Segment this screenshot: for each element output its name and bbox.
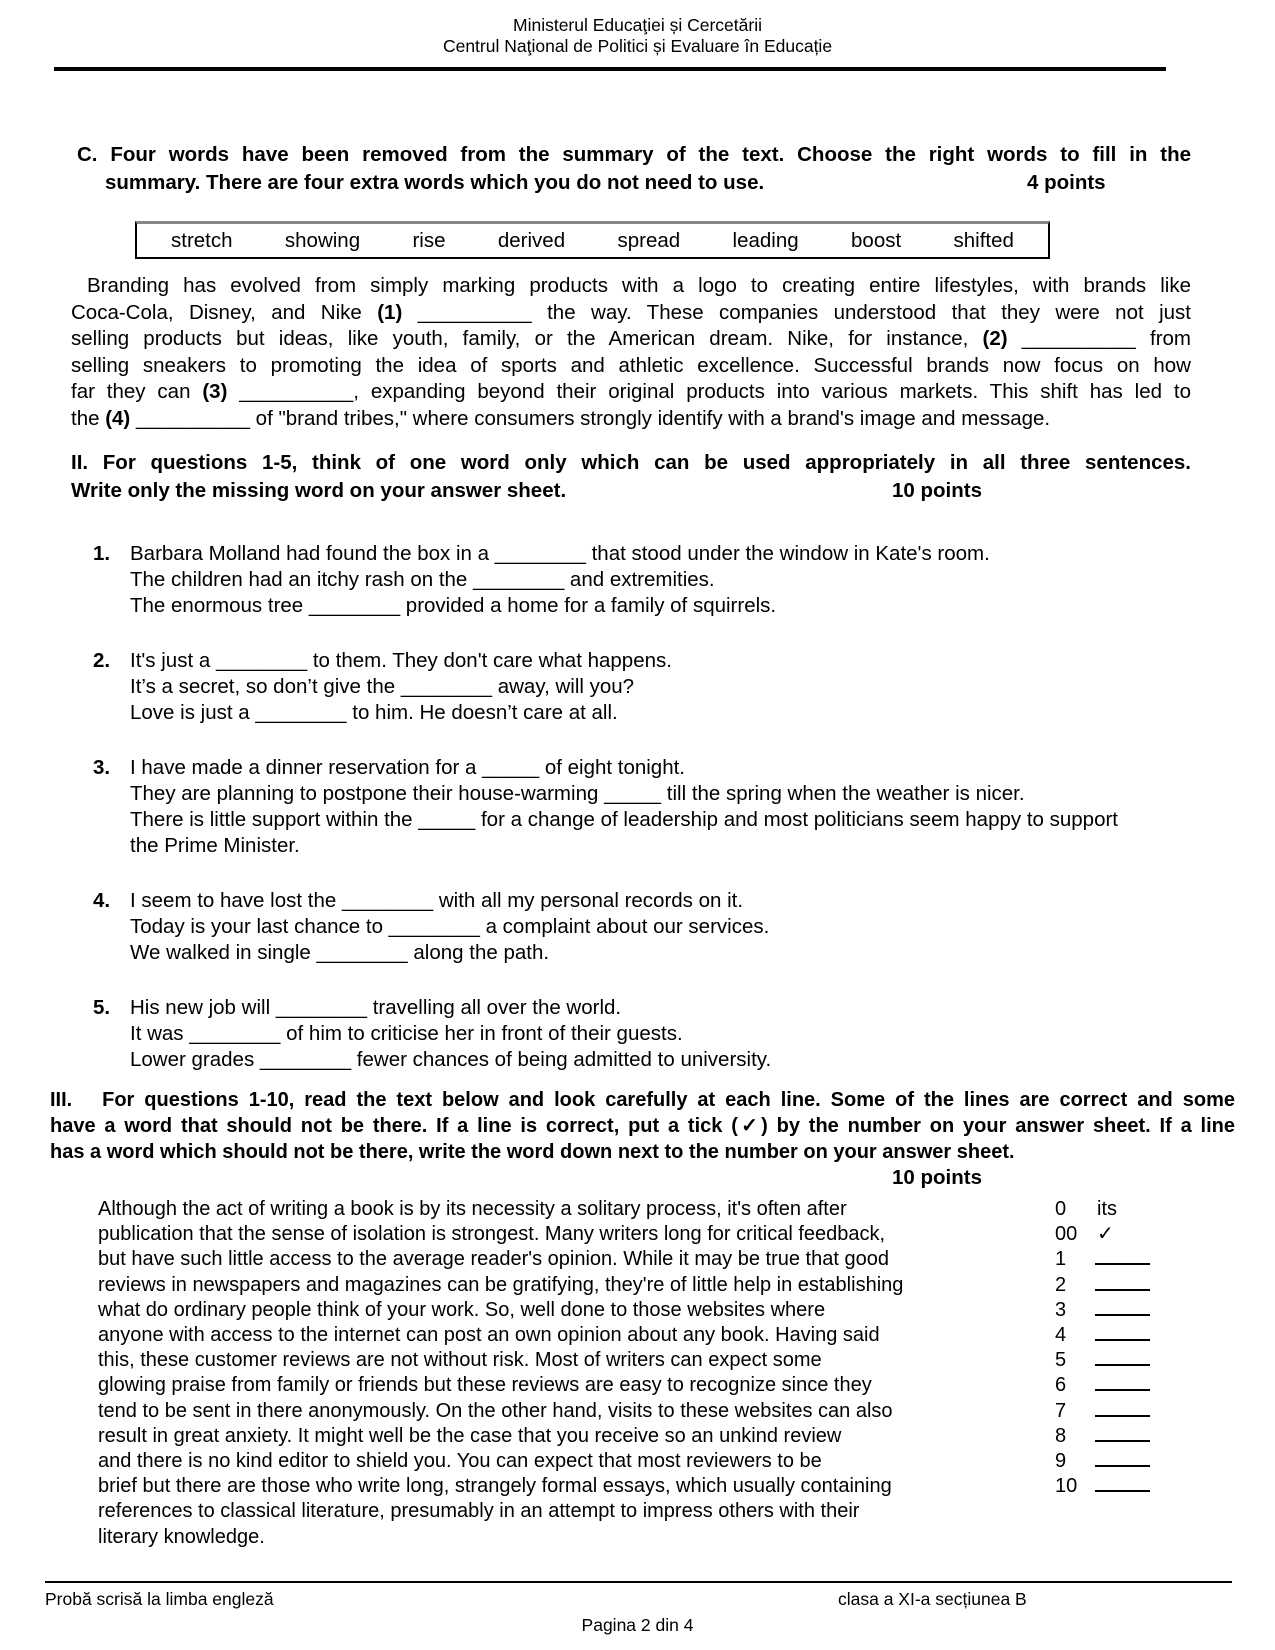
line-text: Although the act of writing a book is by its necessity a solitary process, it's often after: [98, 1198, 847, 1220]
ministry-title: Ministerul Educaţiei și Cercetării: [513, 15, 762, 35]
line-text: references to classical literature, presumably in an attempt to impress others with their: [98, 1500, 860, 1523]
section-iii: [50, 1087, 1235, 1550]
footer-exam-name: Probă scrisă la limba engleză: [45, 1589, 274, 1609]
answer-blank: [1095, 1450, 1150, 1467]
proofreading-line: [50, 1298, 1235, 1323]
word-bank-item: rise: [412, 228, 446, 252]
line-number: 7: [1055, 1399, 1067, 1422]
section-ii-heading-line1: II. For questions 1-5, think of one word only which can be used appropriately in all three sentences.: [71, 451, 1191, 474]
section-ii-heading: [71, 449, 1191, 504]
paragraph-segment: the: [71, 406, 106, 430]
paragraph-line: [71, 353, 1191, 380]
paragraph-segment: Coca-Cola, Disney, and Nike: [71, 300, 378, 324]
section-ii-points: 10 points: [892, 478, 982, 502]
question-sentence: Barbara Molland had found the box in a ________ that stood under the window in Kate's room.: [130, 542, 990, 565]
paragraph-segment: __________ the way. These companies understood that they were not just: [402, 300, 1191, 324]
question-number: 5.: [93, 996, 111, 1019]
section-iii-heading: [50, 1087, 1235, 1165]
word-bank-item: spread: [617, 228, 681, 252]
answer-blank: [1095, 1400, 1150, 1417]
question-sentence: It’s a secret, so don’t give the ________ away, will you?: [130, 675, 635, 698]
section-c-heading-line2: [71, 169, 1191, 197]
answer-blank: [1095, 1425, 1150, 1442]
question-item: [71, 755, 1191, 859]
paragraph-line: [71, 300, 1191, 327]
answer-blank: [1095, 1324, 1150, 1341]
question-sentences: [130, 995, 1130, 1073]
paragraph-line: [71, 406, 1191, 433]
section-c-heading-line2-text: summary. There are four extra words which you do not need to use.: [105, 170, 765, 194]
footer-rule: [45, 1581, 1232, 1583]
line-number: 3: [1055, 1298, 1067, 1321]
question-item: [71, 995, 1191, 1073]
question-sentence: His new job will ________ travelling all over the world.: [130, 996, 622, 1019]
proofreading-line: [50, 1273, 1235, 1298]
line-text: literary knowledge.: [98, 1525, 265, 1548]
line-text: what do ordinary people think of your work. So, well done to those websites where: [98, 1298, 826, 1321]
question-sentence: Today is your last chance to ________ a complaint about our services.: [130, 915, 770, 938]
tick-mark: ✓: [1097, 1223, 1114, 1246]
proofreading-line: [50, 1348, 1235, 1373]
line-number: 00: [1055, 1223, 1078, 1246]
word-bank-item: derived: [497, 228, 566, 252]
section-iii-heading-line3: has a word which should not be there, write the word down next to the number on your answer sheet.: [50, 1141, 1015, 1163]
line-number: 5: [1055, 1349, 1067, 1372]
blank-number: (3): [202, 380, 228, 403]
line-text: glowing praise from family or friends but these reviews are easy to recognize since they: [98, 1374, 872, 1397]
line-number: 10: [1055, 1475, 1078, 1498]
question-sentence: Love is just a ________ to him. He doesn’t care at all.: [130, 701, 618, 724]
question-item: [71, 541, 1191, 619]
line-text: result in great anxiety. It might well be the case that you receive so an unkind review: [98, 1424, 842, 1447]
proofreading-line: [50, 1373, 1235, 1398]
section-c: [71, 141, 1191, 432]
paragraph-segment: __________ of "brand tribes," where consumers strongly identify with a brand's image and message.: [130, 406, 1051, 430]
paragraph-line: [71, 326, 1191, 353]
header-rule: [54, 67, 1166, 71]
question-sentence: I have made a dinner reservation for a _____ of eight tonight.: [130, 756, 686, 779]
question-number: 4.: [93, 889, 111, 912]
word-bank-item: boost: [851, 228, 902, 252]
line-text: reviews in newspapers and magazines can be gratifying, they're of little help in establishing: [98, 1273, 904, 1296]
question-sentence: Lower grades ________ fewer chances of being admitted to university.: [130, 1048, 772, 1071]
blank-number: (4): [105, 406, 131, 430]
paragraph-segment: Branding has evolved from simply marking products with a logo to creating entire lifestyles, with brands like: [87, 274, 1191, 297]
question-sentences: [130, 755, 1130, 859]
question-number: 1.: [93, 542, 111, 565]
line-text: this, these customer reviews are not without risk. Most of writers can expect some: [98, 1349, 822, 1372]
blank-number: (1): [377, 300, 403, 324]
question-sentence: There is little support within the _____ for a change of leadership and most politicians seem happy to support the Prime Minister.: [130, 808, 1118, 857]
word-bank-item: stretch: [171, 228, 233, 252]
footer-page-number: Pagina 2 din 4: [581, 1615, 694, 1635]
word-bank-item: shifted: [953, 228, 1014, 252]
proofreading-line: [50, 1525, 1235, 1550]
answer-blank: [1095, 1349, 1150, 1366]
section-ii: [71, 449, 1191, 1073]
line-number: 1: [1055, 1248, 1067, 1271]
word-bank-item: showing: [284, 228, 361, 252]
question-sentence: It was ________ of him to criticise her in front of their guests.: [130, 1022, 683, 1045]
question-sentence: The enormous tree ________ provided a home for a family of squirrels.: [130, 594, 777, 617]
proofreading-line: [50, 1247, 1235, 1272]
summary-paragraph: [71, 273, 1191, 432]
word-bank-item: leading: [732, 228, 799, 252]
section-iii-points: 10 points: [892, 1166, 982, 1189]
word-bank-box: [135, 221, 1050, 259]
answer-blank: [1095, 1274, 1150, 1291]
line-number: 8: [1055, 1424, 1067, 1447]
proofreading-text: [50, 1197, 1235, 1550]
line-text: but have such little access to the average reader's opinion. While it may be true that good: [98, 1248, 889, 1271]
proofreading-line: [50, 1499, 1235, 1524]
proofreading-line: [50, 1197, 1235, 1222]
proofreading-line: [50, 1399, 1235, 1424]
paragraph-line: [71, 273, 1191, 300]
answer-blank: [1095, 1299, 1150, 1316]
question-number: 2.: [93, 649, 111, 672]
line-text: brief but there are those who write long, strangely formal essays, which usually containing: [98, 1475, 892, 1498]
paragraph-segment: __________ from: [1007, 327, 1191, 350]
answer-blank: [1095, 1248, 1150, 1265]
question-sentence: We walked in single ________ along the path.: [130, 941, 550, 964]
paragraph-segment: selling sneakers to promoting the idea of sports and athletic excellence. Successful brands now focus on how: [71, 353, 1191, 377]
line-text: publication that the sense of isolation is strongest. Many writers long for critical feedback,: [98, 1223, 886, 1246]
proofreading-line: [50, 1222, 1235, 1247]
section-iii-heading-line1: III. For questions 1-10, read the text below and look carefully at each line. Some of the lines are correct and some: [50, 1089, 1235, 1111]
section-ii-heading-line2-text: Write only the missing word on your answer sheet.: [71, 478, 567, 502]
document-header: [0, 0, 1275, 57]
center-title: Centrul Naţional de Politici și Evaluare în Educație: [442, 36, 833, 56]
section-c-heading-line1: C. Four words have been removed from the summary of the text. Choose the right words to fill in the: [77, 143, 1191, 166]
proofreading-line: [50, 1474, 1235, 1499]
paragraph-line: [71, 379, 1191, 406]
paragraph-segment: far they can: [71, 380, 203, 403]
blank-number: (2): [982, 327, 1008, 350]
question-sentence: They are planning to postpone their house-warming _____ till the spring when the weather is nicer.: [130, 782, 1025, 805]
question-sentences: [130, 541, 1130, 619]
question-item: [71, 648, 1191, 726]
answer-blank: [1095, 1475, 1150, 1492]
section-ii-heading-line2: [71, 477, 1191, 505]
paragraph-segment: selling products but ideas, like youth, family, or the American dream. Nike, for instance,: [71, 327, 983, 350]
line-text: tend to be sent in there anonymously. On the other hand, visits to these websites can also: [98, 1399, 893, 1422]
line-text: and there is no kind editor to shield you. You can expect that most reviewers to be: [98, 1450, 822, 1473]
question-sentence: The children had an itchy rash on the ________ and extremities.: [130, 568, 715, 591]
question-sentence: I seem to have lost the ________ with all my personal records on it.: [130, 889, 744, 912]
answer-blank: [1095, 1374, 1150, 1391]
paragraph-segment: __________, expanding beyond their original products into various markets. This shift has led to: [227, 380, 1191, 403]
example-answer: its: [1097, 1198, 1117, 1220]
question-sentence: It's just a ________ to them. They don't care what happens.: [130, 649, 672, 672]
section-iii-heading-line2: have a word that should not be there. If a line is correct, put a tick (✓) by the number on your answer sheet. If a line: [50, 1115, 1235, 1137]
question-sentences: [130, 888, 1130, 966]
section-c-points: 4 points: [1027, 170, 1106, 194]
line-text: anyone with access to the internet can post an own opinion about any book. Having said: [98, 1324, 880, 1347]
section-c-heading: [71, 141, 1191, 196]
proofreading-line: [50, 1424, 1235, 1449]
line-number: 2: [1055, 1273, 1067, 1296]
question-item: [71, 888, 1191, 966]
questions-list: [71, 541, 1191, 1073]
line-number: 6: [1055, 1374, 1067, 1397]
line-number: 0: [1055, 1198, 1067, 1220]
footer-class-info: clasa a XI-a secțiunea B: [838, 1589, 1027, 1609]
proofreading-line: [50, 1449, 1235, 1474]
question-number: 3.: [93, 756, 111, 779]
proofreading-line: [50, 1323, 1235, 1348]
question-sentences: [130, 648, 1130, 726]
line-number: 9: [1055, 1450, 1067, 1473]
line-number: 4: [1055, 1324, 1067, 1347]
